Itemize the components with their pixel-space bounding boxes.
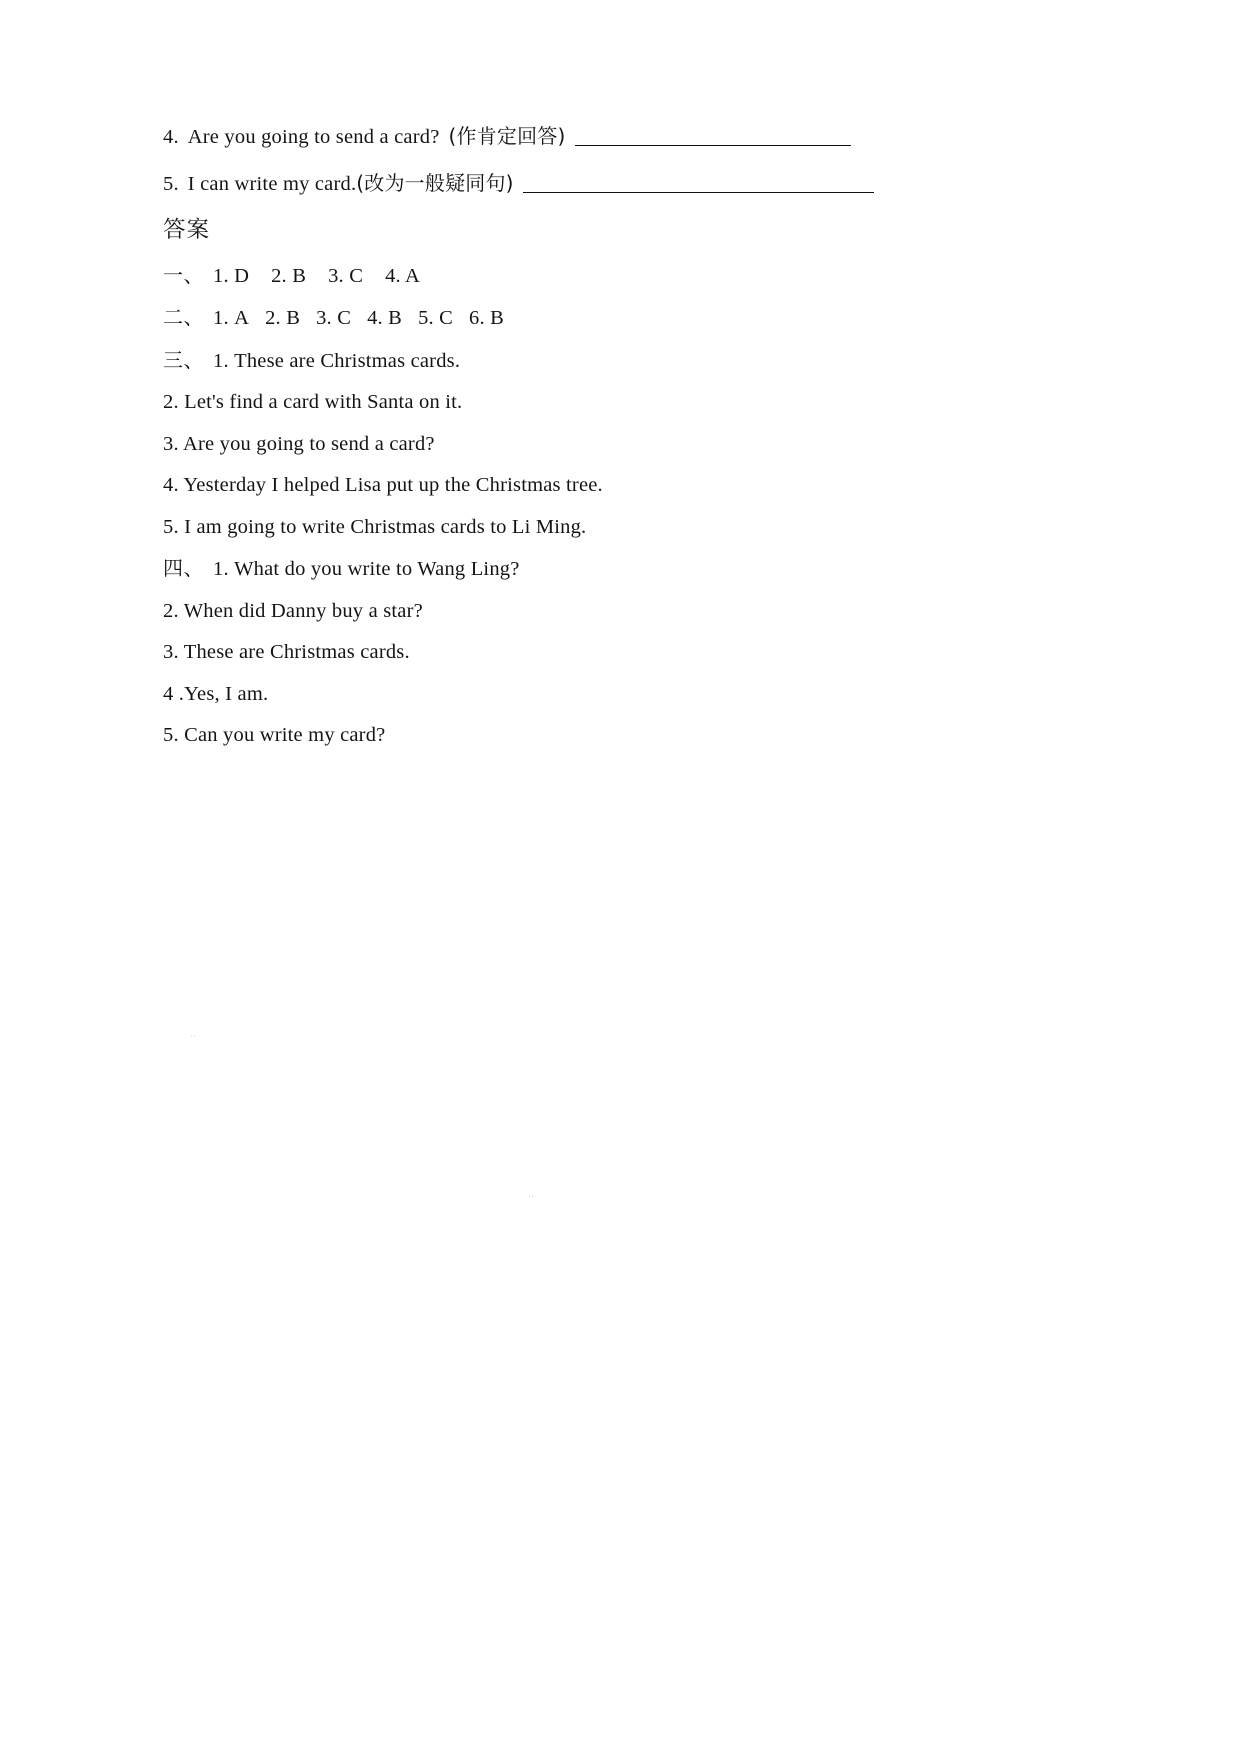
section-2-item-4: 4. B — [367, 307, 403, 329]
answer-item — [163, 725, 1103, 746]
section-1-item-4: 4. A — [385, 264, 421, 287]
section-1-item-1: 1. D — [213, 264, 250, 287]
section-4-marker: 四、 — [163, 556, 204, 580]
section-1-item-2: 2. B — [271, 264, 307, 287]
section-3-item-1: 1. These are Christmas cards. — [213, 349, 461, 372]
section-4-item-1: 1. What do you write to Wang Ling? — [213, 558, 520, 580]
question-4-instruction: (作肯定回答) — [448, 124, 566, 148]
section-4-item-2: 2. When did Danny buy a star? — [163, 599, 423, 622]
answer-section-3 — [163, 347, 1103, 372]
question-line-5 — [163, 170, 1103, 195]
question-line-4 — [163, 126, 1103, 148]
section-4-item-4: 4 .Yes, I am. — [163, 682, 269, 705]
answer-item — [163, 517, 1103, 538]
section-3-item-2: 2. Let's find a card with Santa on it. — [163, 391, 463, 413]
question-5-instruction: (改为一般疑同句) — [356, 170, 514, 195]
scan-artifact-lower: .. — [528, 1188, 535, 1200]
section-2-marker: 二、 — [163, 305, 204, 329]
answer-section-2 — [163, 307, 1103, 329]
question-5-number: 5. — [163, 172, 179, 195]
answer-section-4 — [163, 558, 1103, 580]
section-4-item-3: 3. These are Christmas cards. — [163, 641, 410, 663]
section-3-item-3: 3. Are you going to send a card? — [163, 432, 435, 455]
section-2-item-5: 5. C — [418, 307, 454, 329]
answer-item — [163, 684, 1103, 705]
scan-artifact-upper: .. — [190, 1028, 197, 1040]
section-2-item-6: 6. B — [469, 307, 505, 329]
answer-key-heading-label: 答案 — [163, 217, 211, 243]
section-2-item-1: 1. A — [213, 307, 250, 329]
answer-item — [163, 642, 1103, 663]
answer-item — [163, 475, 1103, 496]
question-4-text: Are you going to send a card? — [187, 126, 440, 148]
question-5-text: I can write my card. — [187, 172, 357, 195]
worksheet-content — [163, 126, 1103, 767]
section-3-marker: 三、 — [163, 347, 204, 372]
section-3-item-4: 4. Yesterday I helped Lisa put up the Christmas tree. — [163, 474, 603, 496]
answer-item — [163, 434, 1103, 455]
section-4-item-5: 5. Can you write my card? — [163, 724, 386, 746]
answer-item — [163, 601, 1103, 622]
section-1-marker: 一、 — [163, 262, 204, 287]
section-3-item-5: 5. I am going to write Christmas cards to Li Ming. — [163, 515, 587, 538]
section-2-item-3: 3. C — [316, 307, 352, 329]
answer-blank-4[interactable] — [575, 145, 851, 146]
answer-blank-5[interactable] — [523, 192, 874, 193]
question-4-number: 4. — [163, 126, 179, 148]
answer-item — [163, 392, 1103, 413]
answer-key-heading — [163, 219, 1103, 242]
section-1-item-3: 3. C — [328, 264, 364, 287]
answer-section-1 — [163, 262, 1103, 287]
section-2-item-2: 2. B — [265, 307, 301, 329]
